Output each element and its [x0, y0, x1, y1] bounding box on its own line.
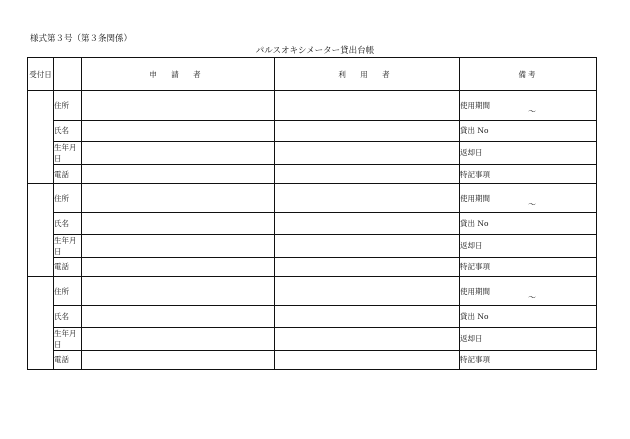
- remark-label: 使用期間: [460, 100, 490, 110]
- remark-label: 特記事項: [460, 262, 490, 272]
- remark-label: 返却日: [460, 241, 483, 251]
- remarks-cell[interactable]: [460, 277, 597, 306]
- table-row: [28, 141, 597, 164]
- remarks-cell[interactable]: [460, 141, 597, 164]
- row-label: 氏名: [54, 306, 82, 327]
- user-cell[interactable]: [275, 120, 460, 141]
- applicant-cell[interactable]: [82, 257, 275, 276]
- user-cell[interactable]: [275, 184, 460, 213]
- remarks-cell[interactable]: [460, 257, 597, 276]
- form-number: 様式第３号（第３条関係）: [30, 34, 133, 44]
- row-label: 生年月日: [54, 327, 82, 350]
- remarks-cell[interactable]: [460, 234, 597, 257]
- remark-label: 貸出 No: [460, 311, 489, 321]
- header-date-received: 受付日: [28, 58, 54, 91]
- applicant-cell[interactable]: [82, 327, 275, 350]
- applicant-cell[interactable]: [82, 184, 275, 213]
- row-label: 住所: [54, 184, 82, 213]
- remark-label: 特記事項: [460, 355, 490, 365]
- remarks-cell[interactable]: [460, 327, 597, 350]
- header-blank: [54, 58, 82, 91]
- table-row: [28, 327, 597, 350]
- row-label: 住所: [54, 91, 82, 120]
- period-separator: ～: [528, 107, 536, 117]
- table-row: [28, 277, 597, 306]
- table-row: [28, 184, 597, 213]
- applicant-cell[interactable]: [82, 120, 275, 141]
- user-cell[interactable]: [275, 91, 460, 120]
- header-remarks: 備考: [460, 58, 597, 91]
- applicant-cell[interactable]: [82, 91, 275, 120]
- table-row: [28, 234, 597, 257]
- applicant-cell[interactable]: [82, 213, 275, 234]
- user-cell[interactable]: [275, 213, 460, 234]
- remarks-cell[interactable]: [460, 120, 597, 141]
- row-label: 氏名: [54, 213, 82, 234]
- date-received-cell[interactable]: [28, 184, 54, 277]
- document-title: パルスオキシメーター貸出台帳: [255, 46, 375, 56]
- remark-label: 貸出 No: [460, 126, 489, 136]
- remarks-cell[interactable]: [460, 91, 597, 120]
- row-label: 電話: [54, 350, 82, 369]
- row-label: 電話: [54, 165, 82, 184]
- user-cell[interactable]: [275, 257, 460, 276]
- remark-label: 特記事項: [460, 169, 490, 179]
- row-label: 生年月日: [54, 234, 82, 257]
- date-received-cell[interactable]: [28, 277, 54, 370]
- user-cell[interactable]: [275, 350, 460, 369]
- table-row: [28, 257, 597, 276]
- table-row: [28, 91, 597, 120]
- header-user: 利 用 者: [275, 58, 460, 91]
- table-row: [28, 306, 597, 327]
- remarks-cell[interactable]: [460, 350, 597, 369]
- date-received-cell[interactable]: [28, 91, 54, 184]
- user-cell[interactable]: [275, 165, 460, 184]
- lending-ledger-table: [27, 57, 597, 370]
- user-cell[interactable]: [275, 306, 460, 327]
- applicant-cell[interactable]: [82, 277, 275, 306]
- row-label: 氏名: [54, 120, 82, 141]
- remark-label: 貸出 No: [460, 219, 489, 229]
- applicant-cell[interactable]: [82, 306, 275, 327]
- applicant-cell[interactable]: [82, 165, 275, 184]
- remarks-cell[interactable]: [460, 184, 597, 213]
- period-separator: ～: [528, 200, 536, 210]
- applicant-cell[interactable]: [82, 234, 275, 257]
- remark-label: 返却日: [460, 334, 483, 344]
- period-separator: ～: [528, 293, 536, 303]
- remark-label: 使用期間: [460, 193, 490, 203]
- remarks-cell[interactable]: [460, 213, 597, 234]
- applicant-cell[interactable]: [82, 141, 275, 164]
- row-label: 住所: [54, 277, 82, 306]
- remark-label: 使用期間: [460, 286, 490, 296]
- remark-label: 返却日: [460, 148, 483, 158]
- remarks-cell[interactable]: [460, 165, 597, 184]
- header-applicant: 申 請 者: [82, 58, 275, 91]
- user-cell[interactable]: [275, 234, 460, 257]
- table-row: [28, 165, 597, 184]
- table-row: [28, 213, 597, 234]
- user-cell[interactable]: [275, 141, 460, 164]
- remarks-cell[interactable]: [460, 306, 597, 327]
- header-row: [28, 58, 597, 91]
- row-label: 生年月日: [54, 141, 82, 164]
- applicant-cell[interactable]: [82, 350, 275, 369]
- row-label: 電話: [54, 257, 82, 276]
- table-row: [28, 120, 597, 141]
- table-row: [28, 350, 597, 369]
- user-cell[interactable]: [275, 327, 460, 350]
- user-cell[interactable]: [275, 277, 460, 306]
